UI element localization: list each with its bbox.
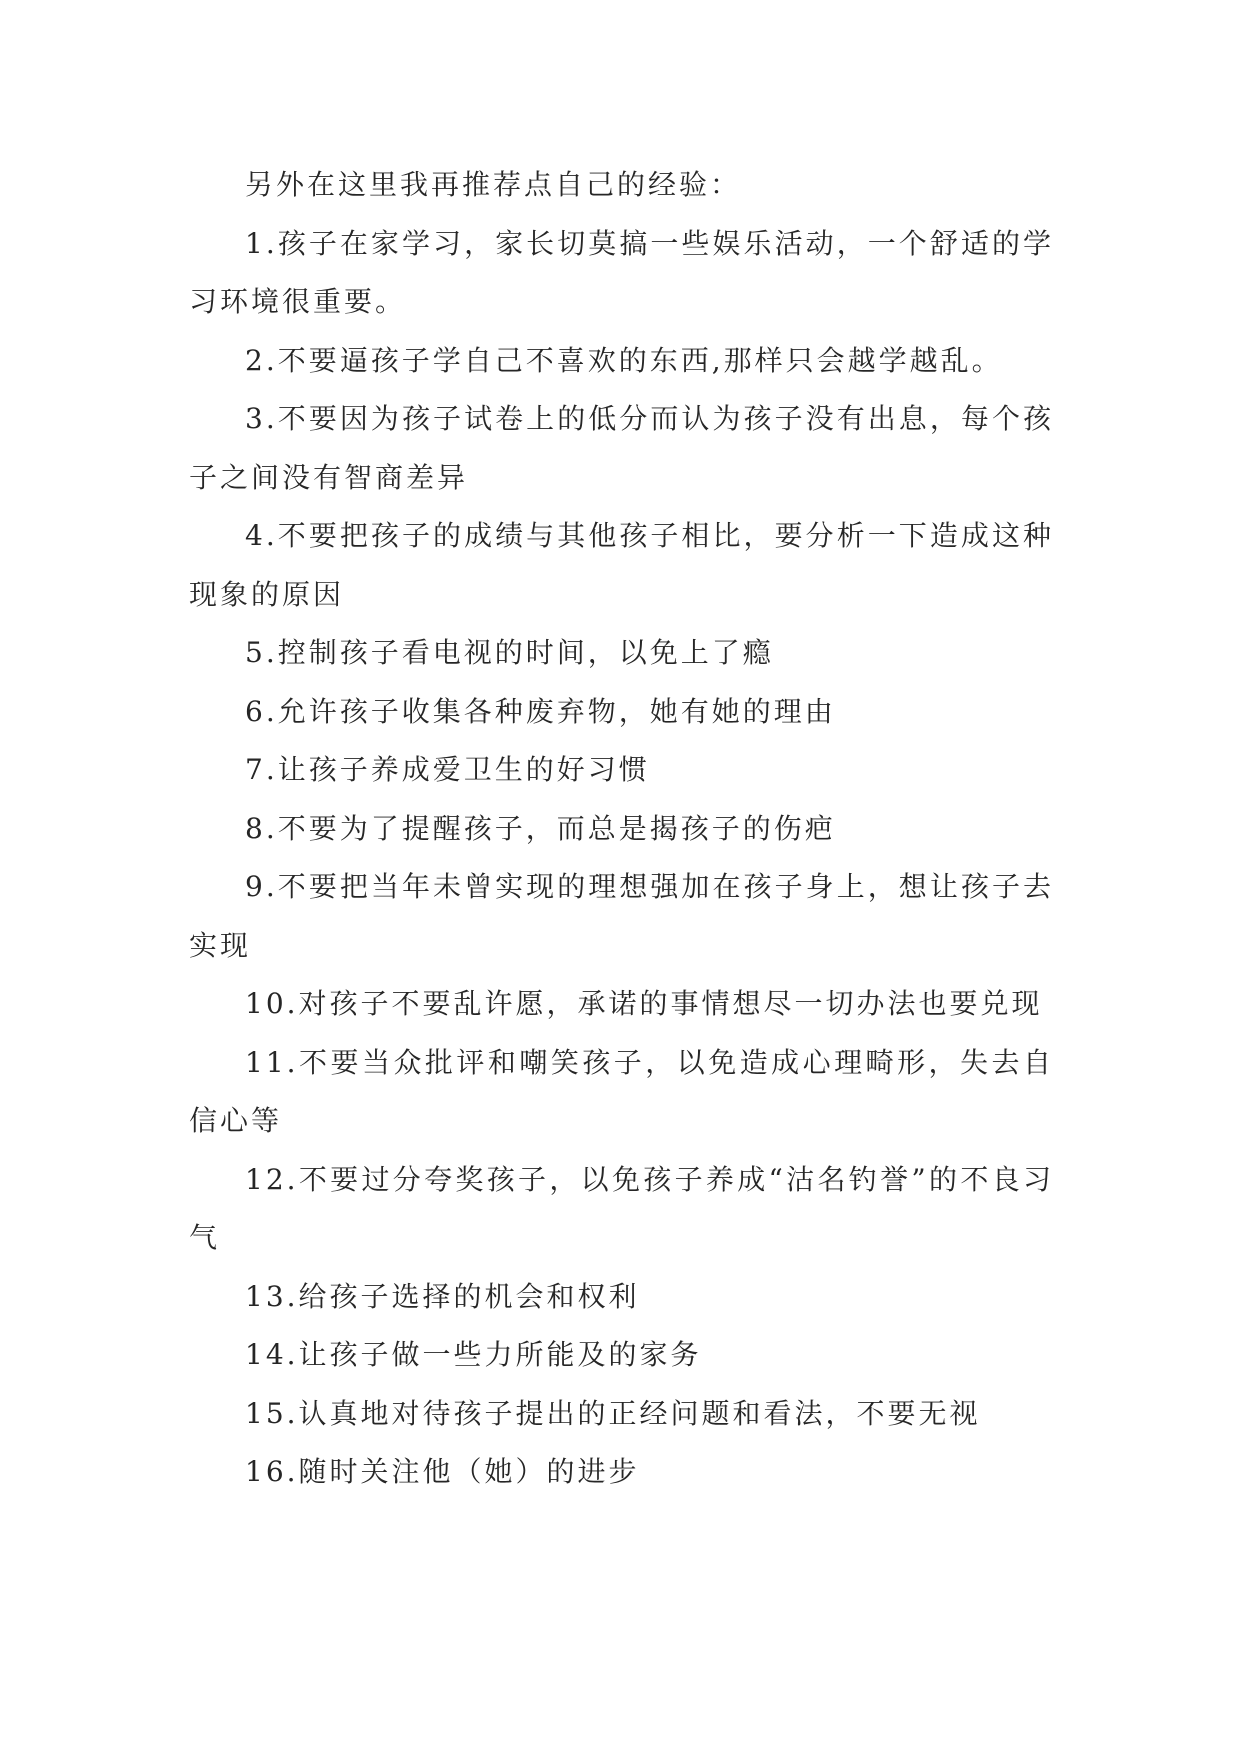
tip-item-3: 3.不要因为孩子试卷上的低分而认为孩子没有出息，每个孩子之间没有智商差异 bbox=[189, 402, 1054, 494]
tip-item-7: 7.让孩子养成爱卫生的好习惯 bbox=[245, 753, 650, 786]
tip-item-12: 12.不要过分夸奖孩子，以免孩子养成“沽名钓誉”的不良习气 bbox=[189, 1162, 1054, 1254]
tip-item-14: 14.让孩子做一些力所能及的家务 bbox=[245, 1338, 702, 1371]
tip-item-9: 9.不要把当年未曾实现的理想强加在孩子身上，想让孩子去实现 bbox=[189, 870, 1054, 962]
tip-item-16: 16.随时关注他（她）的进步 bbox=[245, 1455, 640, 1488]
tip-item-15: 15.认真地对待孩子提出的正经问题和看法，不要无视 bbox=[245, 1396, 981, 1430]
tip-item-4: 4.不要把孩子的成绩与其他孩子相比，要分析一下造成这种现象的原因 bbox=[189, 519, 1054, 611]
tip-item-2: 2.不要逼孩子学自己不喜欢的东西,那样只会越学越乱。 bbox=[245, 343, 1003, 377]
document-body bbox=[189, 156, 1054, 1502]
tip-item-13: 13.给孩子选择的机会和权利 bbox=[245, 1279, 640, 1313]
tip-item-11: 11.不要当众批评和嘲笑孩子，以免造成心理畸形，失去自信心等 bbox=[189, 1045, 1054, 1137]
tip-item-1: 1.孩子在家学习，家长切莫搞一些娱乐活动，一个舒适的学习环境很重要。 bbox=[189, 226, 1054, 318]
intro-paragraph: 另外在这里我再推荐点自己的经验： bbox=[245, 168, 742, 201]
tip-item-6: 6.允许孩子收集各种废弃物，她有她的理由 bbox=[245, 694, 836, 728]
tip-item-10: 10.对孩子不要乱许愿，承诺的事情想尽一切办法也要兑现 bbox=[245, 987, 1043, 1020]
tip-item-8: 8.不要为了提醒孩子，而总是揭孩子的伤疤 bbox=[245, 811, 836, 845]
tip-item-5: 5.控制孩子看电视的时间，以免上了瘾 bbox=[245, 636, 774, 669]
